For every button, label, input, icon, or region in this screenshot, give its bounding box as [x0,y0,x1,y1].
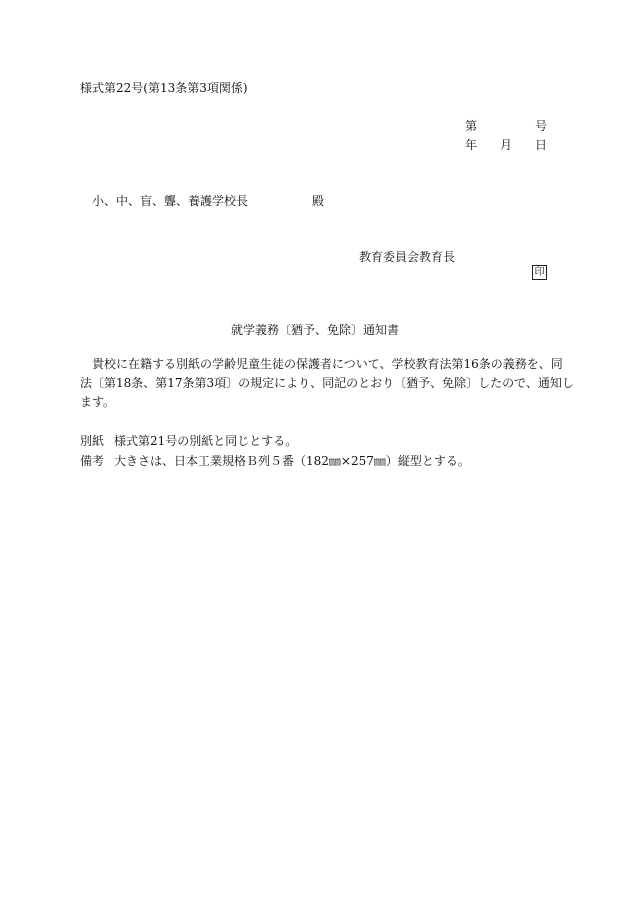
form-number: 様式第22号(第13条第3項関係) [80,81,248,95]
note-text: 大きさは、日本工業規格Ｂ列５番（182㎜×257㎜）縦型とする。 [114,454,470,468]
body-line: 法〔第18条、第17条第3項〕の規定により、同記のとおり〔猶予、免除〕したので、通知し [80,376,574,390]
note-label: 備考 [80,454,105,468]
note-attachment [80,435,297,447]
date-year: 年 [465,138,478,152]
note-text: 様式第21号の別紙と同じとする。 [114,434,298,448]
body-line: ます。 [80,395,116,409]
addressee [92,194,325,208]
sender: 教育委員会教育長 [359,250,456,264]
note-remarks [80,455,470,467]
number-suffix: 号 [535,119,548,133]
document-title: 就学義務〔猶予、免除〕通知書 [230,323,399,337]
seal-stamp: 印 [532,265,547,280]
body-line: 貴校に在籍する別紙の学齢児童生徒の保護者について、学校教育法第16条の義務を、同 [80,357,563,371]
number-prefix: 第 [465,119,478,133]
addressee-honorific: 殿 [312,194,325,208]
note-label: 別紙 [80,434,105,448]
date-month: 月 [500,138,513,152]
date-day: 日 [535,138,548,152]
addressee-name: 小、中、盲、聾、養護学校長 [92,194,249,208]
body-paragraph [80,355,574,412]
